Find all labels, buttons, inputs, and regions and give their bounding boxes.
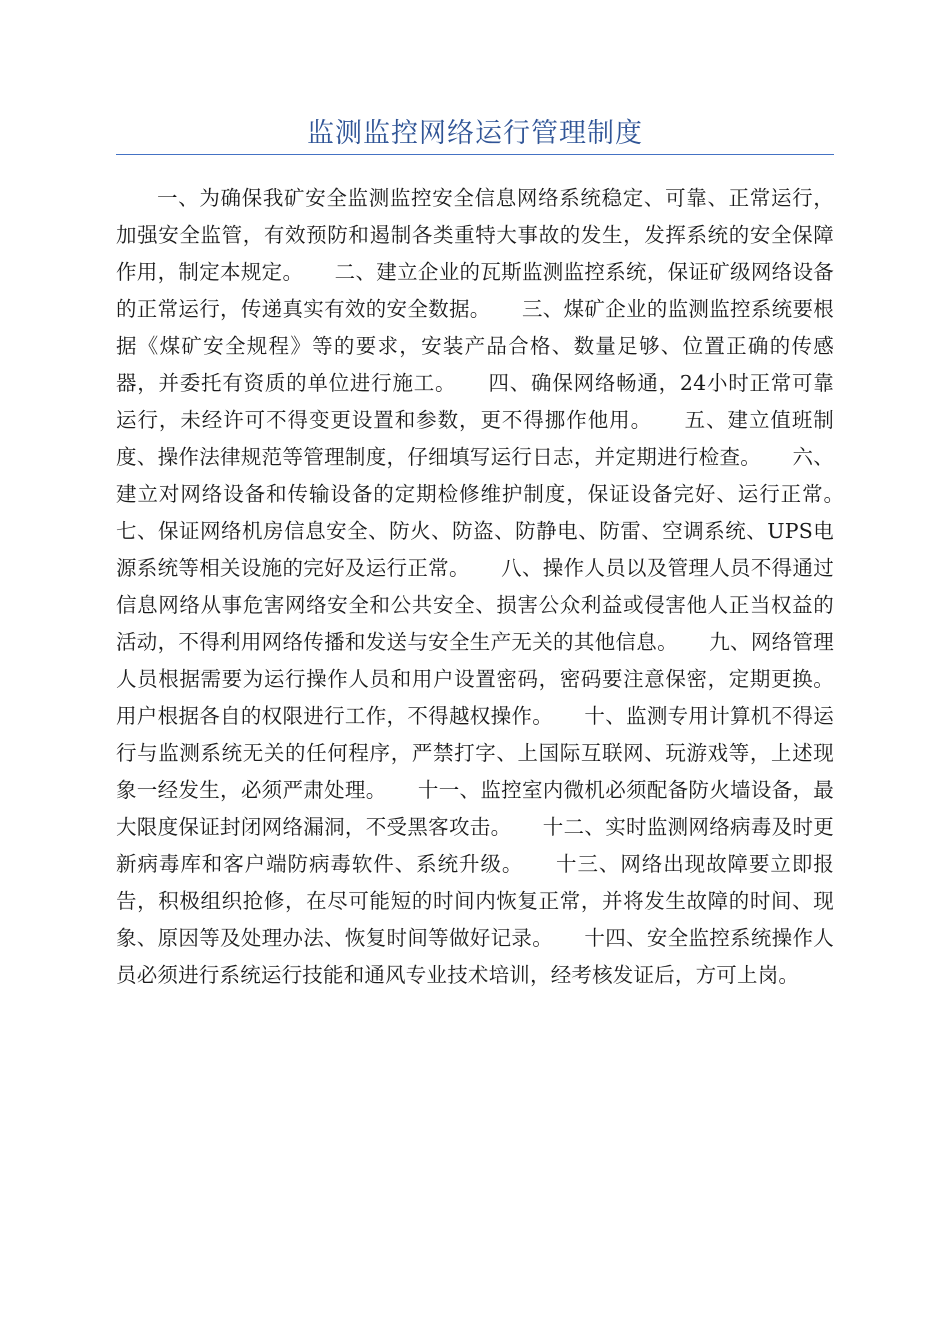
- title-underline: [116, 154, 834, 155]
- document-title: 监测监控网络运行管理制度: [307, 118, 643, 149]
- document-body: 一、为确保我矿安全监测监控安全信息网络系统稳定、可靠、正常运行，加强安全监管，有效预防和遏制各类重特大事故的发生，发挥系统的安全保障作用，制定本规定。 二、建立企业的瓦斯监测监控系统，保证矿级网络设备的正常运行，传递真实有效的安全数据。 三、煤矿企业的监测监控系统要根据《煤矿安全规程》等的要求，安装产品合格、数量足够、位置正确的传感器，并委托有资质的单位进行施工。 四、确保网络畅通，24小时正常可靠运行，未经许可不得变更设置和参数，更不得挪作他用。 五、建立值班制度、操作法律规范等管理制度，仔细填写运行日志，并定期进行检查。 六、建立对网络设备和传输设备的定期检修维护制度，保证设备完好、运行正常。 七、保证网络机房信息安全、防火、防盗、防静电、防雷、空调系统、UPS电源系统等相关设施的完好及运行正常。 八、操作人员以及管理人员不得通过信息网络从事危害网络安全和公共安全、损害公众利益或侵害他人正当权益的活动，不得利用网络传播和发送与安全生产无关的其他信息。 九、网络管理人员根据需要为运行操作人员和用户设置密码，密码要注意保密，定期更换。用户根据各自的权限进行工作，不得越权操作。 十、监测专用计算机不得运行与监测系统无关的任何程序，严禁打字、上国际互联网、玩游戏等，上述现象一经发生，必须严肃处理。 十一、监控室内微机必须配备防火墙设备，最大限度保证封闭网络漏洞，不受黑客攻击。 十二、实时监测网络病毒及时更新病毒库和客户端防病毒软件、系统升级。 十三、网络出现故障要立即报告，积极组织抢修，在尽可能短的时间内恢复正常，并将发生故障的时间、现象、原因等及处理办法、恢复时间等做好记录。 十四、安全监控系统操作人员必须进行系统运行技能和通风专业技术培训，经考核发证后，方可上岗。: [116, 186, 876, 987]
